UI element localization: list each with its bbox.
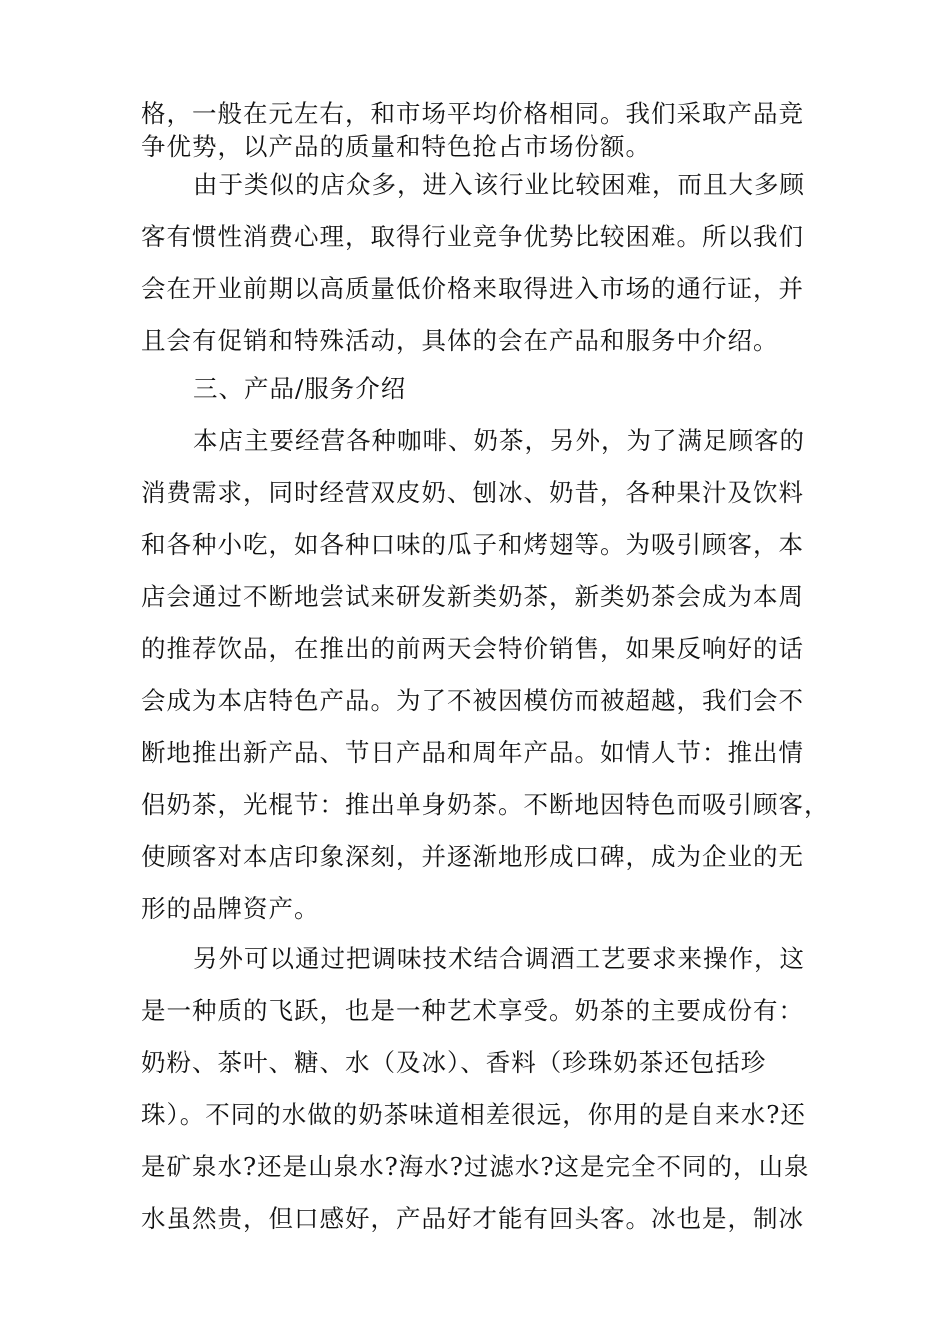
text-line: 使顾客对本店印象深刻，并逐渐地形成口碑，成为企业的无 — [141, 842, 804, 871]
paragraph-products — [141, 415, 841, 935]
text-line: 形的品牌资产。 — [141, 894, 320, 923]
text-line: 会在开业前期以高质量低价格来取得进入市场的通行证，并 — [141, 274, 804, 303]
section-heading — [141, 363, 841, 415]
paragraph-market-entry — [141, 159, 841, 367]
text-line: 争优势，以产品的质量和特色抢占市场份额。 — [141, 132, 651, 161]
text-line: 格，一般在元左右，和市场平均价格相同。我们采取产品竞 — [141, 99, 804, 128]
text-line: 由于类似的店众多，进入该行业比较困难，而且大多顾 — [193, 170, 805, 199]
text-line: 另外可以通过把调味技术结合调酒工艺要求来操作，这 — [193, 944, 805, 973]
text-line: 客有惯性消费心理，取得行业竞争优势比较困难。所以我们 — [141, 222, 804, 251]
text-line: 是矿泉水?还是山泉水?海水?过滤水?这是完全不同的，山泉 — [141, 1152, 810, 1181]
paragraph-ingredients — [141, 933, 841, 1245]
text-line: 本店主要经营各种咖啡、奶茶，另外，为了满足顾客的 — [193, 426, 805, 455]
text-line: 水虽然贵，但口感好，产品好才能有回头客。冰也是，制冰 — [141, 1204, 804, 1233]
text-line: 消费需求，同时经营双皮奶、刨冰、奶昔，各种果汁及饮料 — [141, 478, 804, 507]
text-line: 是一种质的飞跃，也是一种艺术享受。奶茶的主要成份有： — [141, 996, 804, 1025]
text-line: 且会有促销和特殊活动，具体的会在产品和服务中介绍。 — [141, 326, 779, 355]
text-line: 和各种小吃，如各种口味的瓜子和烤翅等。为吸引顾客，本 — [141, 530, 804, 559]
text-line: 店会通过不断地尝试来研发新类奶茶，新类奶茶会成为本周 — [141, 582, 804, 611]
paragraph-pricing-continued — [141, 97, 841, 163]
text-line: 珠）。不同的水做的奶茶味道相差很远，你用的是自来水?还 — [141, 1100, 806, 1129]
text-line: 奶粉、茶叶、糖、水（及冰）、香料（珍珠奶茶还包括珍 — [141, 1048, 767, 1077]
text-line: 的推荐饮品，在推出的前两天会特价销售，如果反响好的话 — [141, 634, 804, 663]
text-line: 断地推出新产品、节日产品和周年产品。如情人节：推出情 — [141, 738, 804, 767]
text-line: 会成为本店特色产品。为了不被因模仿而被超越，我们会不 — [141, 686, 804, 715]
text-line: 侣奶茶，光棍节：推出单身奶茶。不断地因特色而吸引顾客， — [141, 790, 830, 819]
heading-products-services: 三、产品/服务介绍 — [193, 374, 407, 403]
